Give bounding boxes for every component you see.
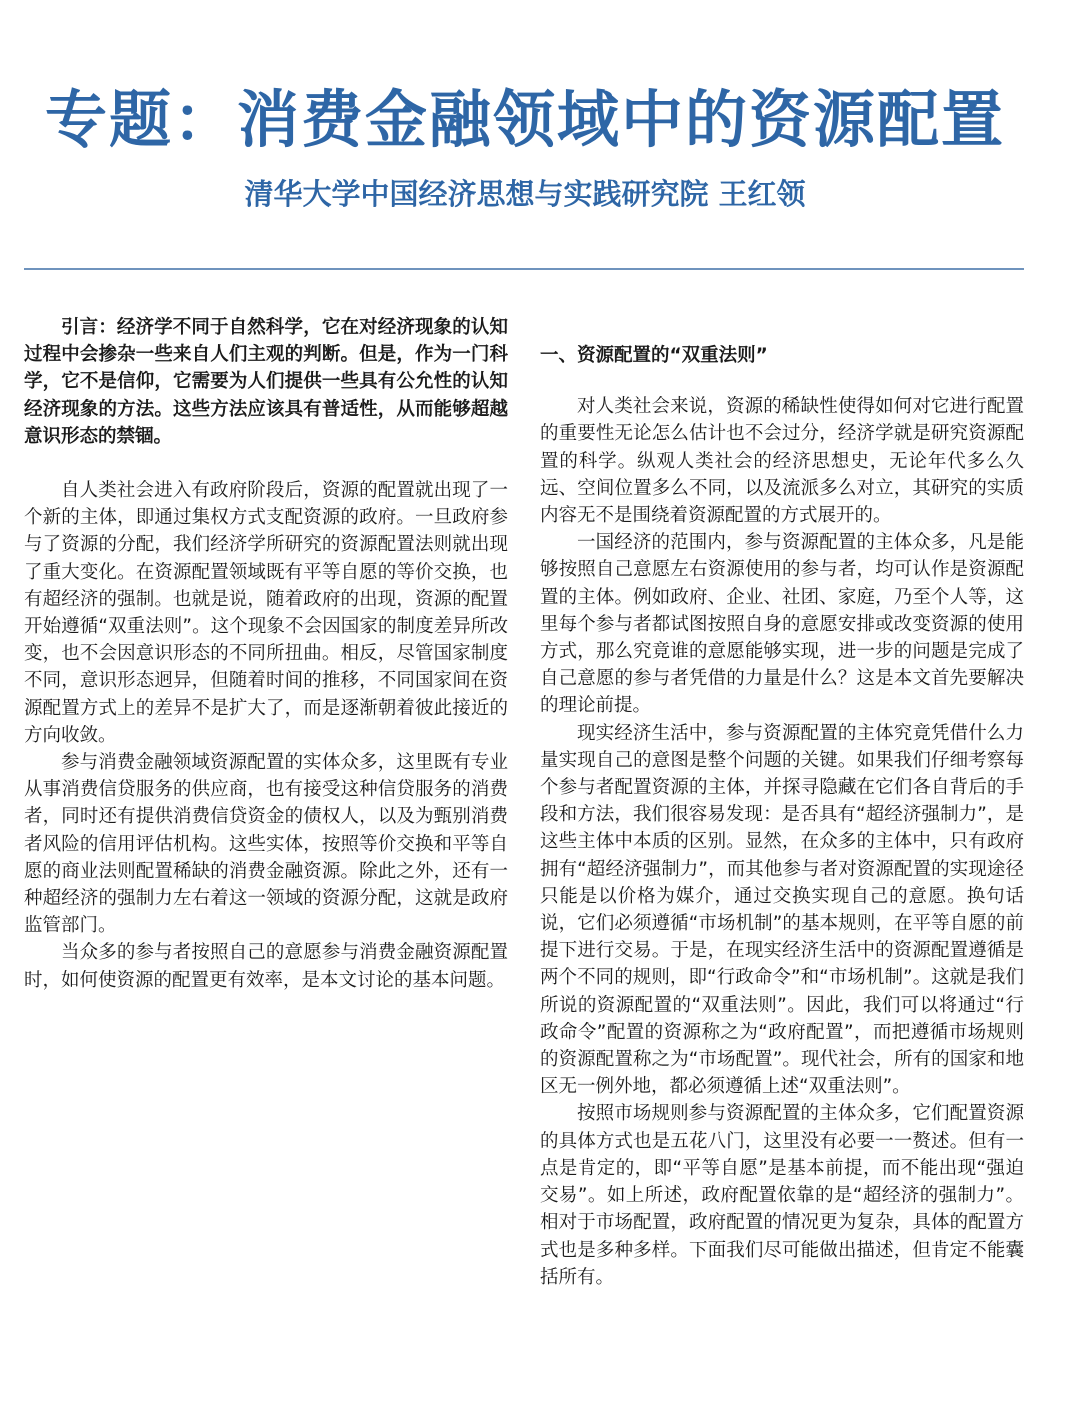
body-paragraph: 现实经济生活中，参与资源配置的主体究竟凭借什么力量实现自己的意图是整个问题的关键。如果我们仔细考察每个参与者配置资源的主体，并探寻隐藏在它们各自背后的手段和方法，我们很容易发现：是否具有“超经济强制力”，是这些主体中本质的区别。显然，在众多的主体中，只有政府拥有“超经济强制力”，而其他参与者对资源配置的实现途径只能是以价格为媒介，通过交换实现自己的意愿。换句话说，它们必须遵循“市场机制”的基本规则，在平等自愿的前提下进行交易。于是，在现实经济生活中的资源配置遵循是两个不同的规则，即“行政命令”和“市场机制”。这就是我们所说的资源配置的“双重法则”。因此，我们可以将通过“行政命令”配置的资源称之为“政府配置”，而把遵循市场规则的资源配置称之为“市场配置”。现代社会，所有的国家和地区无一例外地，都必须遵循上述“双重法则”。: [540, 722, 1024, 1098]
author-line: 清华大学中国经济思想与实践研究院 王红领: [244, 177, 806, 211]
right-column: [540, 342, 1024, 1291]
lead-paragraph: 引言：经济学不同于自然科学，它在对经济现象的认知过程中会掺杂一些来自人们主观的判断。但是，作为一门科学，它不是信仰，它需要为人们提供一些具有公允性的认知经济现象的方法。这些方法应该具有普适性，从而能够超越意识形态的禁锢。: [24, 317, 508, 447]
left-column: [24, 314, 508, 994]
section-heading: 一、资源配置的“双重法则”: [540, 345, 768, 366]
body-paragraph: 一国经济的范围内，参与资源配置的主体众多，凡是能够按照自己意愿左右资源使用的参与者，均可认作是资源配置的主体。例如政府、企业、社团、家庭，乃至个人等，这里每个参与者都试图按照自身的意愿安排或改变资源的使用方式，那么究竟谁的意愿能够实现，进一步的问题是完成了自己意愿的参与者凭借的力量是什么？这是本文首先要解决的理论前提。: [540, 532, 1024, 717]
body-paragraph: 参与消费金融领域资源配置的实体众多，这里既有专业从事消费信贷服务的供应商，也有接受这种信贷服务的消费者，同时还有提供消费信贷资金的债权人，以及为甄别消费者风险的信用评估机构。这些实体，按照等价交换和平等自愿的商业法则配置稀缺的消费金融资源。除此之外，还有一种超经济的强制力左右着这一领域的资源分配，这就是政府监管部门。: [24, 752, 508, 937]
body-paragraph: 按照市场规则参与资源配置的主体众多，它们配置资源的具体方式也是五花八门，这里没有必要一一赘述。但有一点是肯定的，即“平等自愿”是基本前提，而不能出现“强迫交易”。如上所述，政府配置依靠的是“超经济的强制力”。相对于市场配置，政府配置的情况更为复杂，具体的配置方式也是多种多样。下面我们尽可能做出描述，但肯定不能囊括所有。: [540, 1103, 1024, 1288]
body-paragraph: 当众多的参与者按照自己的意愿参与消费金融资源配置时，如何使资源的配置更有效率，是本文讨论的基本问题。: [24, 942, 508, 991]
body-paragraph: 自人类社会进入有政府阶段后，资源的配置就出现了一个新的主体，即通过集权方式支配资源的政府。一旦政府参与了资源的分配，我们经济学所研究的资源配置法则就出现了重大变化。在资源配置领域既有平等自愿的等价交换，也有超经济的强制。也就是说，随着政府的出现，资源的配置开始遵循“双重法则”。这个现象不会因国家的制度差异所改变，也不会因意识形态的不同所扭曲。相反，尽管国家制度不同，意识形态迥异，但随着时间的推移，不同国家间在资源配置方式上的差异不是扩大了，而是逐渐朝着彼此接近的方向收敛。: [24, 480, 508, 746]
page-title: 专题：消费金融领域中的资源配置: [44, 83, 1005, 156]
header-divider: [24, 268, 1024, 270]
body-paragraph: 对人类社会来说，资源的稀缺性使得如何对它进行配置的重要性无论怎么估计也不会过分，经济学就是研究资源配置的科学。纵观人类社会的经济思想史，无论年代多么久远、空间位置多么不同，以及流派多么对立，其研究的实质内容无不是围绕着资源配置的方式展开的。: [540, 396, 1024, 527]
